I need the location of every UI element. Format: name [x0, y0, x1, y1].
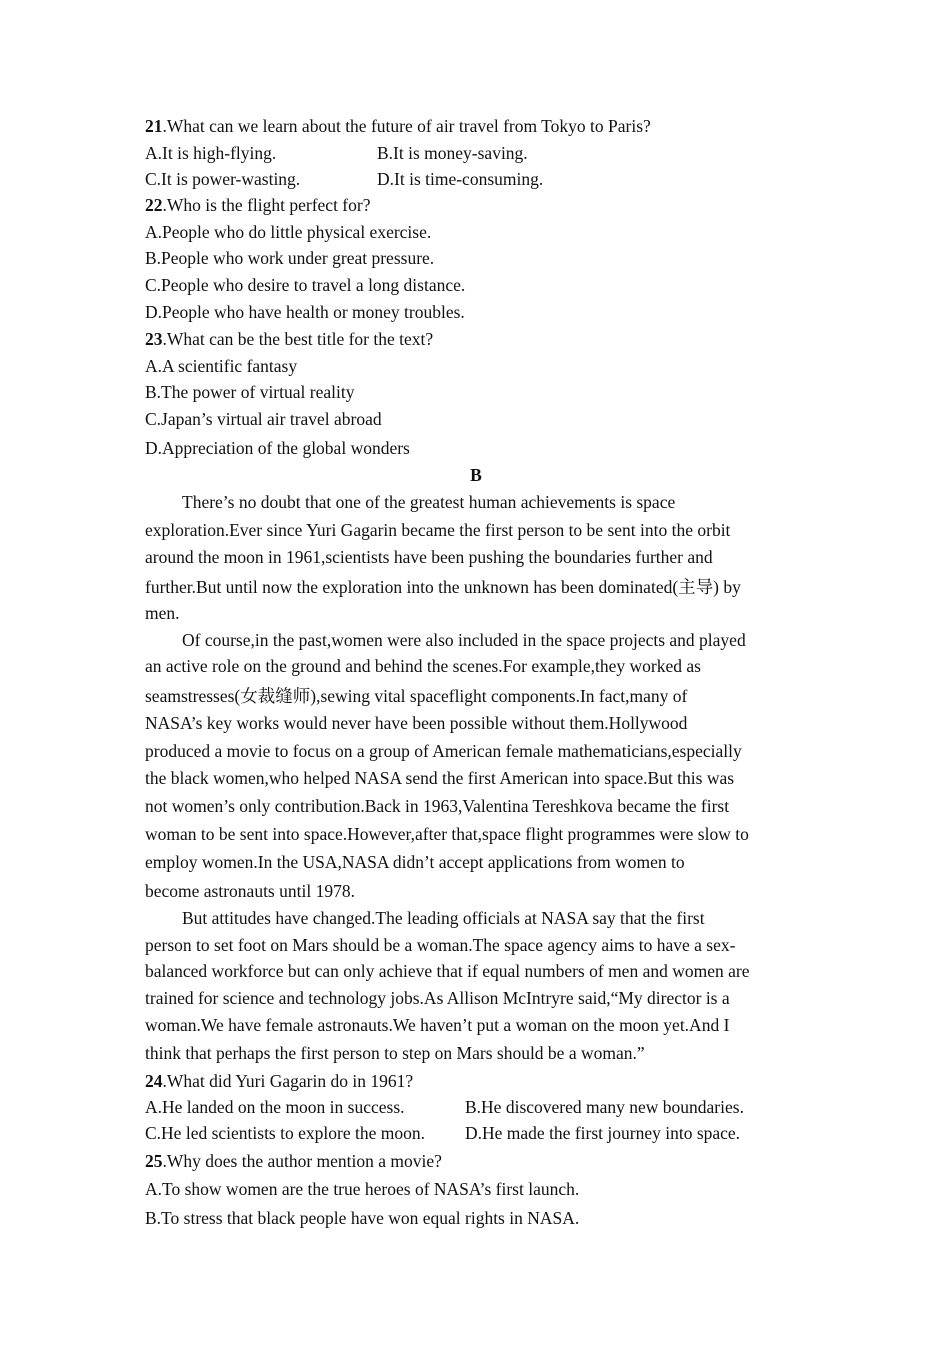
paragraph-2-line: not women’s only contribution.Back in 1963,Valentina Tereshkova became the first	[145, 796, 730, 816]
paragraph-2-line: woman to be sent into space.However,after that,space flight programmes were slow to	[145, 824, 749, 844]
paragraph-2-line: become astronauts until 1978.	[145, 881, 355, 901]
option-d: D.He made the first journey into space.	[465, 1123, 741, 1143]
option-b: B.The power of virtual reality	[145, 382, 355, 402]
question-22	[145, 195, 370, 216]
question-21	[145, 116, 651, 137]
option-c: C.He led scientists to explore the moon.	[145, 1123, 425, 1143]
question-stem: .Who is the flight perfect for?	[162, 195, 371, 215]
option-b: B.People who work under great pressure.	[145, 248, 435, 268]
paragraph-1-line: men.	[145, 603, 180, 623]
question-number: 23	[145, 329, 163, 349]
paragraph-2-line: produced a movie to focus on a group of American female mathematicians,especially	[145, 741, 742, 761]
paragraph-3-line: person to set foot on Mars should be a woman.The space agency aims to have a sex-	[145, 935, 736, 955]
question-24	[145, 1071, 413, 1092]
question-number: 21	[145, 116, 163, 136]
option-b: B.He discovered many new boundaries.	[465, 1097, 744, 1117]
option-c: C.People who desire to travel a long distance.	[145, 275, 466, 295]
paragraph-2-line: Of course,in the past,women were also included in the space projects and played	[182, 630, 746, 650]
question-25	[145, 1151, 442, 1172]
option-d: D.Appreciation of the global wonders	[145, 438, 410, 458]
paragraph-3-line: balanced workforce but can only achieve that if equal numbers of men and women are	[145, 961, 750, 981]
option-d: D.It is time-consuming.	[377, 169, 544, 189]
paragraph-2-line: an active role on the ground and behind the scenes.For example,they worked as	[145, 656, 701, 676]
paragraph-3-line: trained for science and technology jobs.As Allison McIntryre said,“My director is a	[145, 988, 730, 1008]
paragraph-3-line: woman.We have female astronauts.We haven’t put a woman on the moon yet.And I	[145, 1015, 730, 1035]
question-number: 25	[145, 1151, 163, 1171]
question-number: 22	[145, 195, 163, 215]
question-number: 24	[145, 1071, 163, 1091]
option-c: C.Japan’s virtual air travel abroad	[145, 409, 382, 429]
paragraph-2-line: the black women,who helped NASA send the first American into space.But this was	[145, 768, 735, 788]
paragraph-1-line: There’s no doubt that one of the greatest human achievements is space	[182, 492, 676, 512]
question-stem: .What can be the best title for the text?	[162, 329, 434, 349]
option-a: A.To show women are the true heroes of NASA’s first launch.	[145, 1179, 580, 1199]
paragraph-2-line: seamstresses(女裁缝师),sewing vital spaceflight components.In fact,many of	[145, 686, 688, 706]
question-stem: .What did Yuri Gagarin do in 1961?	[162, 1071, 414, 1091]
paragraph-1-line: around the moon in 1961,scientists have been pushing the boundaries further and	[145, 547, 713, 567]
option-a: A.It is high-flying.	[145, 143, 277, 163]
question-23	[145, 329, 433, 350]
option-b: B.To stress that black people have won equal rights in NASA.	[145, 1208, 580, 1228]
option-a: A.People who do little physical exercise.	[145, 222, 432, 242]
paragraph-2-line: employ women.In the USA,NASA didn’t accept applications from women to	[145, 852, 685, 872]
option-b: B.It is money-saving.	[377, 143, 528, 163]
paragraph-1-line: further.But until now the exploration into the unknown has been dominated(主导) by	[145, 577, 741, 597]
section-heading: B	[470, 465, 482, 485]
question-stem: .Why does the author mention a movie?	[162, 1151, 442, 1171]
paragraph-2-line: NASA’s key works would never have been possible without them.Hollywood	[145, 713, 688, 733]
option-d: D.People who have health or money troubles.	[145, 302, 465, 322]
paragraph-1-line: exploration.Ever since Yuri Gagarin became the first person to be sent into the orbit	[145, 520, 731, 540]
option-a: A.A scientific fantasy	[145, 356, 298, 376]
question-stem: .What can we learn about the future of air travel from Tokyo to Paris?	[162, 116, 651, 136]
option-a: A.He landed on the moon in success.	[145, 1097, 405, 1117]
paragraph-3-line: But attitudes have changed.The leading officials at NASA say that the first	[182, 908, 705, 928]
option-c: C.It is power-wasting.	[145, 169, 301, 189]
paragraph-3-line: think that perhaps the first person to step on Mars should be a woman.”	[145, 1043, 645, 1063]
